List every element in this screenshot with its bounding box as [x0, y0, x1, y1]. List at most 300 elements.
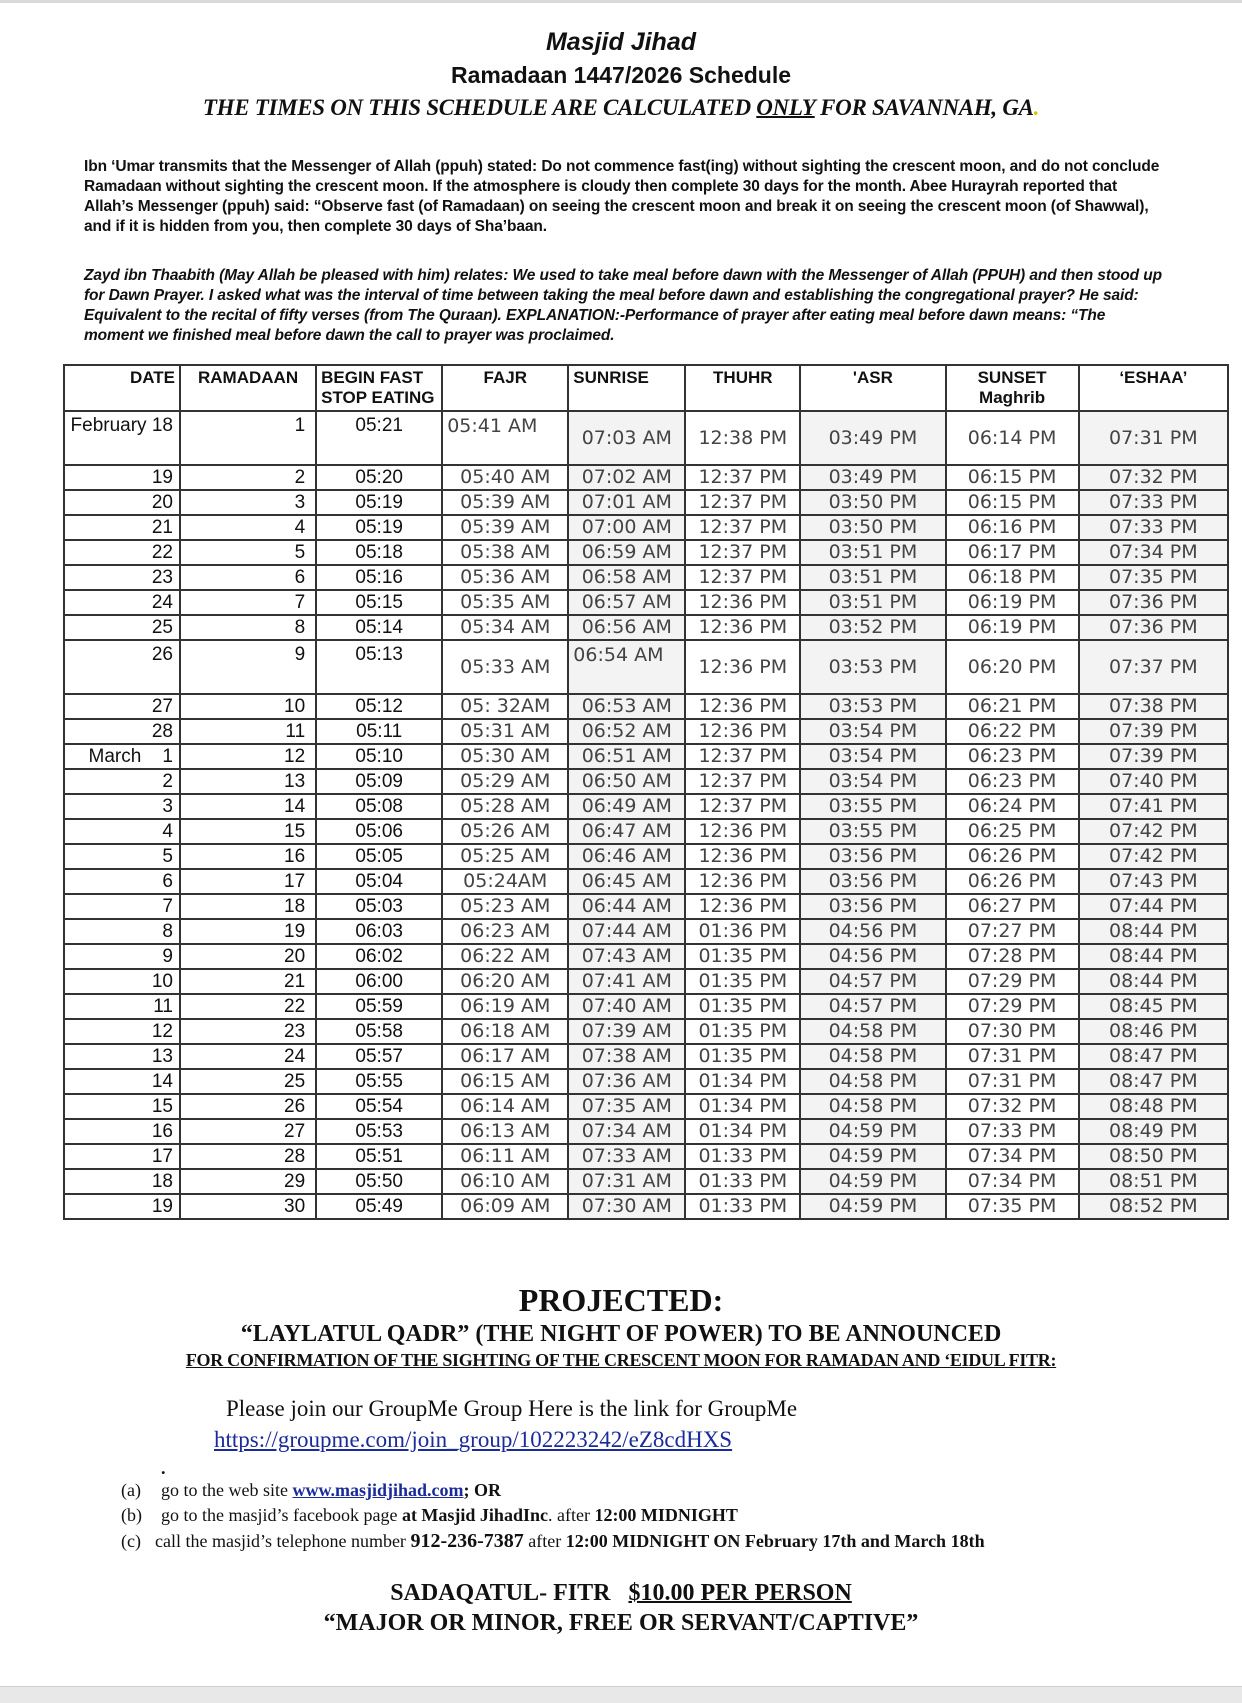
cell-sunrise: 06:57 AM — [568, 590, 685, 615]
cell-date: 13 — [64, 1044, 180, 1069]
cell-sunrise: 07:36 AM — [568, 1069, 685, 1094]
cell-sunset: 06:16 PM — [946, 515, 1079, 540]
cell-sunset: 06:20 PM — [946, 640, 1079, 694]
table-row — [64, 490, 1228, 515]
cell-thuhr: 12:36 PM — [685, 719, 800, 744]
cell-begin-fast: 05:57 — [316, 1044, 442, 1069]
top-border — [0, 0, 1242, 3]
hadith-paragraph-2: Zayd ibn Thaabith (May Allah be pleased with him) relates: We used to take meal before dawn with the Messenger of Allah (PPUH) and then stood up for Dawn Prayer. I asked what was the interval of time between taking the meal before dawn and establishing the congregational prayer? He said: Equivalent to the recital of fifty verses (from The Quraan). EXPLANATION:-Performance of prayer after eating meal before dawn means: “The moment we finished meal before dawn the call to prayer was proclaimed. — [84, 267, 1162, 344]
cell-sunset: 06:15 PM — [946, 465, 1079, 490]
cell-begin-fast: 05:19 — [316, 490, 442, 515]
cell-fajr: 06:17 AM — [442, 1044, 568, 1069]
cell-fajr: 06:23 AM — [442, 919, 568, 944]
cell-asr: 03:56 PM — [800, 844, 945, 869]
cell-eshaa: 07:37 PM — [1079, 640, 1228, 694]
cell-date: 26 — [64, 640, 180, 694]
cell-begin-fast: 05:12 — [316, 694, 442, 719]
cell-sunset: 06:17 PM — [946, 540, 1079, 565]
table-row — [64, 1094, 1228, 1119]
cell-eshaa: 07:40 PM — [1079, 769, 1228, 794]
table-row — [64, 719, 1228, 744]
table-row — [64, 819, 1228, 844]
cell-fajr: 06:20 AM — [442, 969, 568, 994]
cell-begin-fast: 05:05 — [316, 844, 442, 869]
cell-fajr: 05:34 AM — [442, 615, 568, 640]
cell-asr: 03:51 PM — [800, 590, 945, 615]
cell-asr: 03:50 PM — [800, 490, 945, 515]
cell-date: 21 — [64, 515, 180, 540]
cell-asr: 04:56 PM — [800, 944, 945, 969]
cell-fajr: 05:25 AM — [442, 844, 568, 869]
option-a-label: (a) — [121, 1480, 141, 1500]
cell-ramadaan: 5 — [180, 540, 316, 565]
cell-eshaa: 08:48 PM — [1079, 1094, 1228, 1119]
cell-sunrise: 07:43 AM — [568, 944, 685, 969]
cell-begin-fast: 05:06 — [316, 819, 442, 844]
cell-eshaa: 08:47 PM — [1079, 1044, 1228, 1069]
cell-date: February 18 — [64, 411, 180, 465]
cell-date: 5 — [64, 844, 180, 869]
cell-fajr: 05: 32AM — [442, 694, 568, 719]
cell-begin-fast: 05:03 — [316, 894, 442, 919]
table-header-row — [64, 365, 1228, 411]
cell-begin-fast: 05:08 — [316, 794, 442, 819]
cell-date: 7 — [64, 894, 180, 919]
cell-date: 2 — [64, 769, 180, 794]
cell-thuhr: 12:37 PM — [685, 794, 800, 819]
cell-sunset: 07:35 PM — [946, 1194, 1079, 1219]
table-row — [64, 565, 1228, 590]
cell-asr: 03:56 PM — [800, 869, 945, 894]
cell-fajr: 06:11 AM — [442, 1144, 568, 1169]
cell-begin-fast: 05:59 — [316, 994, 442, 1019]
cell-eshaa: 07:32 PM — [1079, 465, 1228, 490]
cell-ramadaan: 8 — [180, 615, 316, 640]
cell-sunrise: 06:51 AM — [568, 744, 685, 769]
cell-asr: 03:53 PM — [800, 640, 945, 694]
cell-eshaa: 07:36 PM — [1079, 590, 1228, 615]
location-notice — [0, 95, 1242, 121]
hadith-paragraph-1: Ibn ‘Umar transmits that the Messenger of Allah (ppuh) stated: Do not commence fast(ing) without sighting the crescent moon, and do not conclude Ramadaan without sighting the crescent moon. If the atmosphere is cloudy then complete 30 days for the month. Abee Hurayrah reported that Allah’s Messenger (ppuh) said: “Observe fast (of Ramadaan) on seeing the crescent moon and break it on seeing the crescent moon (of Shawwal), and if it is hidden from you, then complete 30 days of Sha’baan. — [84, 158, 1160, 235]
cell-date: 15 — [64, 1094, 180, 1119]
cell-thuhr: 01:35 PM — [685, 944, 800, 969]
cell-sunset: 06:27 PM — [946, 894, 1079, 919]
cell-eshaa: 07:39 PM — [1079, 744, 1228, 769]
cell-ramadaan: 4 — [180, 515, 316, 540]
cell-thuhr: 01:34 PM — [685, 1094, 800, 1119]
cell-fajr: 05:31 AM — [442, 719, 568, 744]
option-c — [121, 1530, 985, 1553]
table-row — [64, 869, 1228, 894]
cell-date: 17 — [64, 1144, 180, 1169]
cell-fajr: 06:10 AM — [442, 1169, 568, 1194]
cell-ramadaan: 15 — [180, 819, 316, 844]
cell-ramadaan: 9 — [180, 640, 316, 694]
cell-asr: 04:57 PM — [800, 969, 945, 994]
cell-asr: 04:57 PM — [800, 994, 945, 1019]
notice-post: FOR SAVANNAH, GA — [814, 95, 1034, 120]
cell-asr: 03:56 PM — [800, 894, 945, 919]
cell-sunrise: 07:34 AM — [568, 1119, 685, 1144]
cell-sunset: 07:29 PM — [946, 994, 1079, 1019]
cell-date: 8 — [64, 919, 180, 944]
option-b — [121, 1505, 738, 1526]
sadaqa-amount: $10.00 PER PERSON — [628, 1580, 852, 1606]
cell-thuhr: 12:37 PM — [685, 465, 800, 490]
cell-begin-fast: 05:18 — [316, 540, 442, 565]
table-row — [64, 615, 1228, 640]
cell-eshaa: 08:47 PM — [1079, 1069, 1228, 1094]
begin-fast-line1: BEGIN FAST — [321, 368, 424, 387]
table-row — [64, 465, 1228, 490]
cell-thuhr: 12:37 PM — [685, 540, 800, 565]
cell-asr: 03:55 PM — [800, 794, 945, 819]
cell-sunset: 06:24 PM — [946, 794, 1079, 819]
cell-eshaa: 07:39 PM — [1079, 719, 1228, 744]
cell-date: 12 — [64, 1019, 180, 1044]
cell-eshaa: 07:41 PM — [1079, 794, 1228, 819]
cell-ramadaan: 26 — [180, 1094, 316, 1119]
cell-eshaa: 07:31 PM — [1079, 411, 1228, 465]
cell-ramadaan: 21 — [180, 969, 316, 994]
sunset-line1: SUNSET — [977, 368, 1047, 387]
confirmation-heading: FOR CONFIRMATION OF THE SIGHTING OF THE CRESCENT MOON FOR RAMADAN AND ‘EIDUL FITR: — [185, 1350, 1057, 1370]
cell-thuhr: 12:36 PM — [685, 844, 800, 869]
cell-date: 16 — [64, 1119, 180, 1144]
cell-date: 19 — [64, 1194, 180, 1219]
cell-thuhr: 01:34 PM — [685, 1119, 800, 1144]
notice-emphasis: ONLY — [756, 95, 815, 120]
cell-begin-fast: 06:02 — [316, 944, 442, 969]
cell-fajr — [442, 411, 568, 465]
cell-asr: 03:49 PM — [800, 465, 945, 490]
cell-sunrise: 06:46 AM — [568, 844, 685, 869]
cell-ramadaan: 24 — [180, 1044, 316, 1069]
table-row — [64, 411, 1228, 465]
groupme-link[interactable]: https://groupme.com/join_group/102223242/eZ8cdHXS — [214, 1427, 733, 1452]
cell-asr: 04:58 PM — [800, 1044, 945, 1069]
cell-date: 11 — [64, 994, 180, 1019]
table-row — [64, 969, 1228, 994]
cell-date: 14 — [64, 1069, 180, 1094]
cell-date: 18 — [64, 1169, 180, 1194]
cell-sunrise: 07:39 AM — [568, 1019, 685, 1044]
option-b-label: (b) — [121, 1505, 142, 1525]
cell-sunset: 07:33 PM — [946, 1119, 1079, 1144]
cell-sunrise: 07:31 AM — [568, 1169, 685, 1194]
cell-sunrise: 07:44 AM — [568, 919, 685, 944]
col-header-asr: 'ASR — [800, 365, 945, 411]
col-header-eshaa: ‘ESHAA’ — [1079, 365, 1228, 411]
cell-sunrise: 07:40 AM — [568, 994, 685, 1019]
cell-thuhr: 12:37 PM — [685, 769, 800, 794]
cell-ramadaan: 25 — [180, 1069, 316, 1094]
cell-sunset: 07:28 PM — [946, 944, 1079, 969]
cell-asr: 03:50 PM — [800, 515, 945, 540]
cell-ramadaan: 14 — [180, 794, 316, 819]
cell-fajr: 05:39 AM — [442, 515, 568, 540]
table-row — [64, 694, 1228, 719]
prayer-schedule-table — [63, 364, 1229, 1220]
cell-fajr: 05:23 AM — [442, 894, 568, 919]
sadaqatul-fitr — [0, 1580, 1242, 1607]
option-c-time: 12:00 MIDNIGHT ON February 17th and March 18th — [565, 1531, 985, 1551]
table-row — [64, 515, 1228, 540]
cell-eshaa: 07:42 PM — [1079, 844, 1228, 869]
cell-ramadaan: 7 — [180, 590, 316, 615]
cell-ramadaan: 16 — [180, 844, 316, 869]
cell-fajr: 05:24AM — [442, 869, 568, 894]
cell-ramadaan: 3 — [180, 490, 316, 515]
cell-thuhr: 12:36 PM — [685, 869, 800, 894]
cell-date: 20 — [64, 490, 180, 515]
cell-ramadaan: 12 — [180, 744, 316, 769]
cell-begin-fast: 05:21 — [316, 411, 442, 465]
cell-ramadaan: 1 — [180, 411, 316, 465]
cell-eshaa: 07:35 PM — [1079, 565, 1228, 590]
facebook-page-name: at Masjid JihadInc — [401, 1505, 548, 1525]
table-row — [64, 590, 1228, 615]
cell-asr: 03:55 PM — [800, 819, 945, 844]
table-row — [64, 894, 1228, 919]
cell-sunset: 07:34 PM — [946, 1169, 1079, 1194]
cell-eshaa: 08:44 PM — [1079, 944, 1228, 969]
cell-sunrise: 06:44 AM — [568, 894, 685, 919]
table-row — [64, 794, 1228, 819]
cell-date: 22 — [64, 540, 180, 565]
col-header-sunrise: SUNRISE — [568, 365, 685, 411]
bottom-bar — [0, 1686, 1242, 1703]
option-c-text: call the masjid’s telephone number — [155, 1531, 411, 1551]
cell-ramadaan: 13 — [180, 769, 316, 794]
cell-sunset: 07:32 PM — [946, 1094, 1079, 1119]
table-row — [64, 1044, 1228, 1069]
wrapped-time: 05:41 AM — [447, 415, 538, 437]
cell-begin-fast: 05:53 — [316, 1119, 442, 1144]
notice-pre: THE TIMES ON THIS SCHEDULE ARE CALCULATED — [202, 95, 757, 120]
option-b-time: 12:00 MIDNIGHT — [594, 1505, 738, 1525]
cell-fajr: 05:33 AM — [442, 640, 568, 694]
cell-sunset: 06:23 PM — [946, 744, 1079, 769]
laylatul-qadr-notice: “LAYLATUL QADR” (THE NIGHT OF POWER) TO BE ANNOUNCED — [240, 1321, 1002, 1347]
cell-date: 24 — [64, 590, 180, 615]
cell-ramadaan: 29 — [180, 1169, 316, 1194]
cell-begin-fast: 05:54 — [316, 1094, 442, 1119]
cell-ramadaan: 11 — [180, 719, 316, 744]
table-row — [64, 1194, 1228, 1219]
cell-sunrise: 07:41 AM — [568, 969, 685, 994]
projected-heading: PROJECTED: — [518, 1282, 724, 1318]
cell-fajr: 05:40 AM — [442, 465, 568, 490]
option-a — [121, 1480, 501, 1501]
cell-ramadaan: 22 — [180, 994, 316, 1019]
cell-fajr: 05:35 AM — [442, 590, 568, 615]
table-row — [64, 640, 1228, 694]
cell-eshaa: 07:43 PM — [1079, 869, 1228, 894]
wrapped-time: 06:54 AM — [573, 644, 664, 666]
cell-begin-fast: 05:20 — [316, 465, 442, 490]
option-c-label: (c) — [121, 1531, 141, 1551]
cell-eshaa: 07:42 PM — [1079, 819, 1228, 844]
cell-date: 9 — [64, 944, 180, 969]
cell-fajr: 05:30 AM — [442, 744, 568, 769]
cell-sunset: 07:29 PM — [946, 969, 1079, 994]
cell-ramadaan: 30 — [180, 1194, 316, 1219]
cell-asr: 03:52 PM — [800, 615, 945, 640]
col-header-date: DATE — [64, 365, 180, 411]
cell-sunset: 07:27 PM — [946, 919, 1079, 944]
cell-begin-fast: 05:49 — [316, 1194, 442, 1219]
table-row — [64, 1144, 1228, 1169]
cell-fajr: 05:28 AM — [442, 794, 568, 819]
cell-asr: 03:51 PM — [800, 565, 945, 590]
cell-eshaa: 07:38 PM — [1079, 694, 1228, 719]
cell-fajr: 06:18 AM — [442, 1019, 568, 1044]
cell-thuhr: 12:37 PM — [685, 565, 800, 590]
cell-sunset: 06:25 PM — [946, 819, 1079, 844]
cell-thuhr: 01:33 PM — [685, 1194, 800, 1219]
cell-asr: 04:59 PM — [800, 1194, 945, 1219]
cell-ramadaan: 27 — [180, 1119, 316, 1144]
table-row — [64, 540, 1228, 565]
col-header-begin-fast — [316, 365, 442, 411]
cell-sunrise: 07:38 AM — [568, 1044, 685, 1069]
cell-sunset: 07:31 PM — [946, 1069, 1079, 1094]
cell-sunrise: 06:47 AM — [568, 819, 685, 844]
cell-eshaa: 08:50 PM — [1079, 1144, 1228, 1169]
notice-dot: . — [1033, 95, 1040, 120]
option-b-text: go to the masjid’s facebook page — [161, 1505, 402, 1525]
cell-thuhr: 12:36 PM — [685, 640, 800, 694]
cell-fajr: 05:26 AM — [442, 819, 568, 844]
cell-date: 19 — [64, 465, 180, 490]
cell-thuhr: 01:35 PM — [685, 1044, 800, 1069]
table-row — [64, 769, 1228, 794]
cell-ramadaan: 28 — [180, 1144, 316, 1169]
cell-begin-fast: 05:50 — [316, 1169, 442, 1194]
cell-date: 6 — [64, 869, 180, 894]
cell-thuhr: 01:36 PM — [685, 919, 800, 944]
cell-sunset: 06:14 PM — [946, 411, 1079, 465]
cell-sunset: 07:34 PM — [946, 1144, 1079, 1169]
cell-sunrise: 07:03 AM — [568, 411, 685, 465]
cell-thuhr: 01:33 PM — [685, 1169, 800, 1194]
cell-fajr: 05:36 AM — [442, 565, 568, 590]
cell-ramadaan: 10 — [180, 694, 316, 719]
cell-date: 3 — [64, 794, 180, 819]
cell-eshaa: 08:44 PM — [1079, 969, 1228, 994]
cell-thuhr: 12:37 PM — [685, 490, 800, 515]
cell-begin-fast: 05:13 — [316, 640, 442, 694]
option-c-mid: after — [523, 1531, 566, 1551]
table-row — [64, 1119, 1228, 1144]
cell-begin-fast: 05:19 — [316, 515, 442, 540]
cell-thuhr: 01:35 PM — [685, 994, 800, 1019]
table-row — [64, 1019, 1228, 1044]
cell-sunrise — [568, 640, 685, 694]
cell-date: 25 — [64, 615, 180, 640]
option-b-mid: . after — [547, 1505, 595, 1525]
cell-thuhr: 12:36 PM — [685, 615, 800, 640]
cell-begin-fast: 05:11 — [316, 719, 442, 744]
cell-eshaa: 07:33 PM — [1079, 515, 1228, 540]
cell-thuhr: 01:33 PM — [685, 1144, 800, 1169]
cell-fajr: 06:14 AM — [442, 1094, 568, 1119]
cell-eshaa: 07:44 PM — [1079, 894, 1228, 919]
cell-asr: 04:59 PM — [800, 1144, 945, 1169]
cell-asr: 03:54 PM — [800, 744, 945, 769]
cell-begin-fast: 05:16 — [316, 565, 442, 590]
table-row — [64, 994, 1228, 1019]
cell-date: 23 — [64, 565, 180, 590]
cell-asr: 04:59 PM — [800, 1119, 945, 1144]
cell-thuhr: 12:36 PM — [685, 819, 800, 844]
cell-begin-fast: 05:09 — [316, 769, 442, 794]
cell-fajr: 05:29 AM — [442, 769, 568, 794]
cell-eshaa: 08:44 PM — [1079, 919, 1228, 944]
cell-sunrise: 06:52 AM — [568, 719, 685, 744]
cell-fajr: 06:22 AM — [442, 944, 568, 969]
cell-ramadaan: 20 — [180, 944, 316, 969]
cell-sunrise: 07:33 AM — [568, 1144, 685, 1169]
cell-thuhr: 12:37 PM — [685, 744, 800, 769]
table-row — [64, 844, 1228, 869]
cell-ramadaan: 17 — [180, 869, 316, 894]
cell-sunrise: 07:35 AM — [568, 1094, 685, 1119]
cell-begin-fast: 05:14 — [316, 615, 442, 640]
cell-sunrise: 07:30 AM — [568, 1194, 685, 1219]
website-link[interactable]: www.masjidjihad.com — [292, 1480, 464, 1500]
col-header-ramadaan: RAMADAAN — [180, 365, 316, 411]
table-body — [64, 411, 1228, 1219]
cell-sunset: 07:31 PM — [946, 1044, 1079, 1069]
cell-fajr: 06:13 AM — [442, 1119, 568, 1144]
stray-bullet: . — [161, 1458, 166, 1478]
table-row — [64, 1069, 1228, 1094]
cell-ramadaan: 6 — [180, 565, 316, 590]
cell-sunrise: 06:50 AM — [568, 769, 685, 794]
cell-sunset: 06:15 PM — [946, 490, 1079, 515]
cell-asr: 03:54 PM — [800, 769, 945, 794]
cell-thuhr: 12:37 PM — [685, 515, 800, 540]
cell-begin-fast: 05:10 — [316, 744, 442, 769]
cell-eshaa: 07:36 PM — [1079, 615, 1228, 640]
cell-begin-fast: 05:51 — [316, 1144, 442, 1169]
cell-sunrise: 06:49 AM — [568, 794, 685, 819]
cell-fajr: 06:15 AM — [442, 1069, 568, 1094]
masjid-name: Masjid Jihad — [545, 28, 697, 56]
cell-sunset: 06:18 PM — [946, 565, 1079, 590]
schedule-title: Ramadaan 1447/2026 Schedule — [450, 62, 792, 88]
cell-begin-fast: 05:15 — [316, 590, 442, 615]
cell-ramadaan: 19 — [180, 919, 316, 944]
cell-asr: 03:53 PM — [800, 694, 945, 719]
cell-sunset: 06:23 PM — [946, 769, 1079, 794]
cell-ramadaan: 23 — [180, 1019, 316, 1044]
cell-date: 10 — [64, 969, 180, 994]
cell-sunrise: 07:00 AM — [568, 515, 685, 540]
option-a-text: go to the web site — [161, 1480, 293, 1500]
cell-asr: 04:58 PM — [800, 1019, 945, 1044]
col-header-thuhr: THUHR — [685, 365, 800, 411]
table-row — [64, 919, 1228, 944]
cell-date: March 1 — [64, 744, 180, 769]
cell-asr: 04:58 PM — [800, 1094, 945, 1119]
cell-thuhr: 01:34 PM — [685, 1069, 800, 1094]
col-header-fajr: FAJR — [442, 365, 568, 411]
cell-ramadaan: 2 — [180, 465, 316, 490]
cell-asr: 04:58 PM — [800, 1069, 945, 1094]
